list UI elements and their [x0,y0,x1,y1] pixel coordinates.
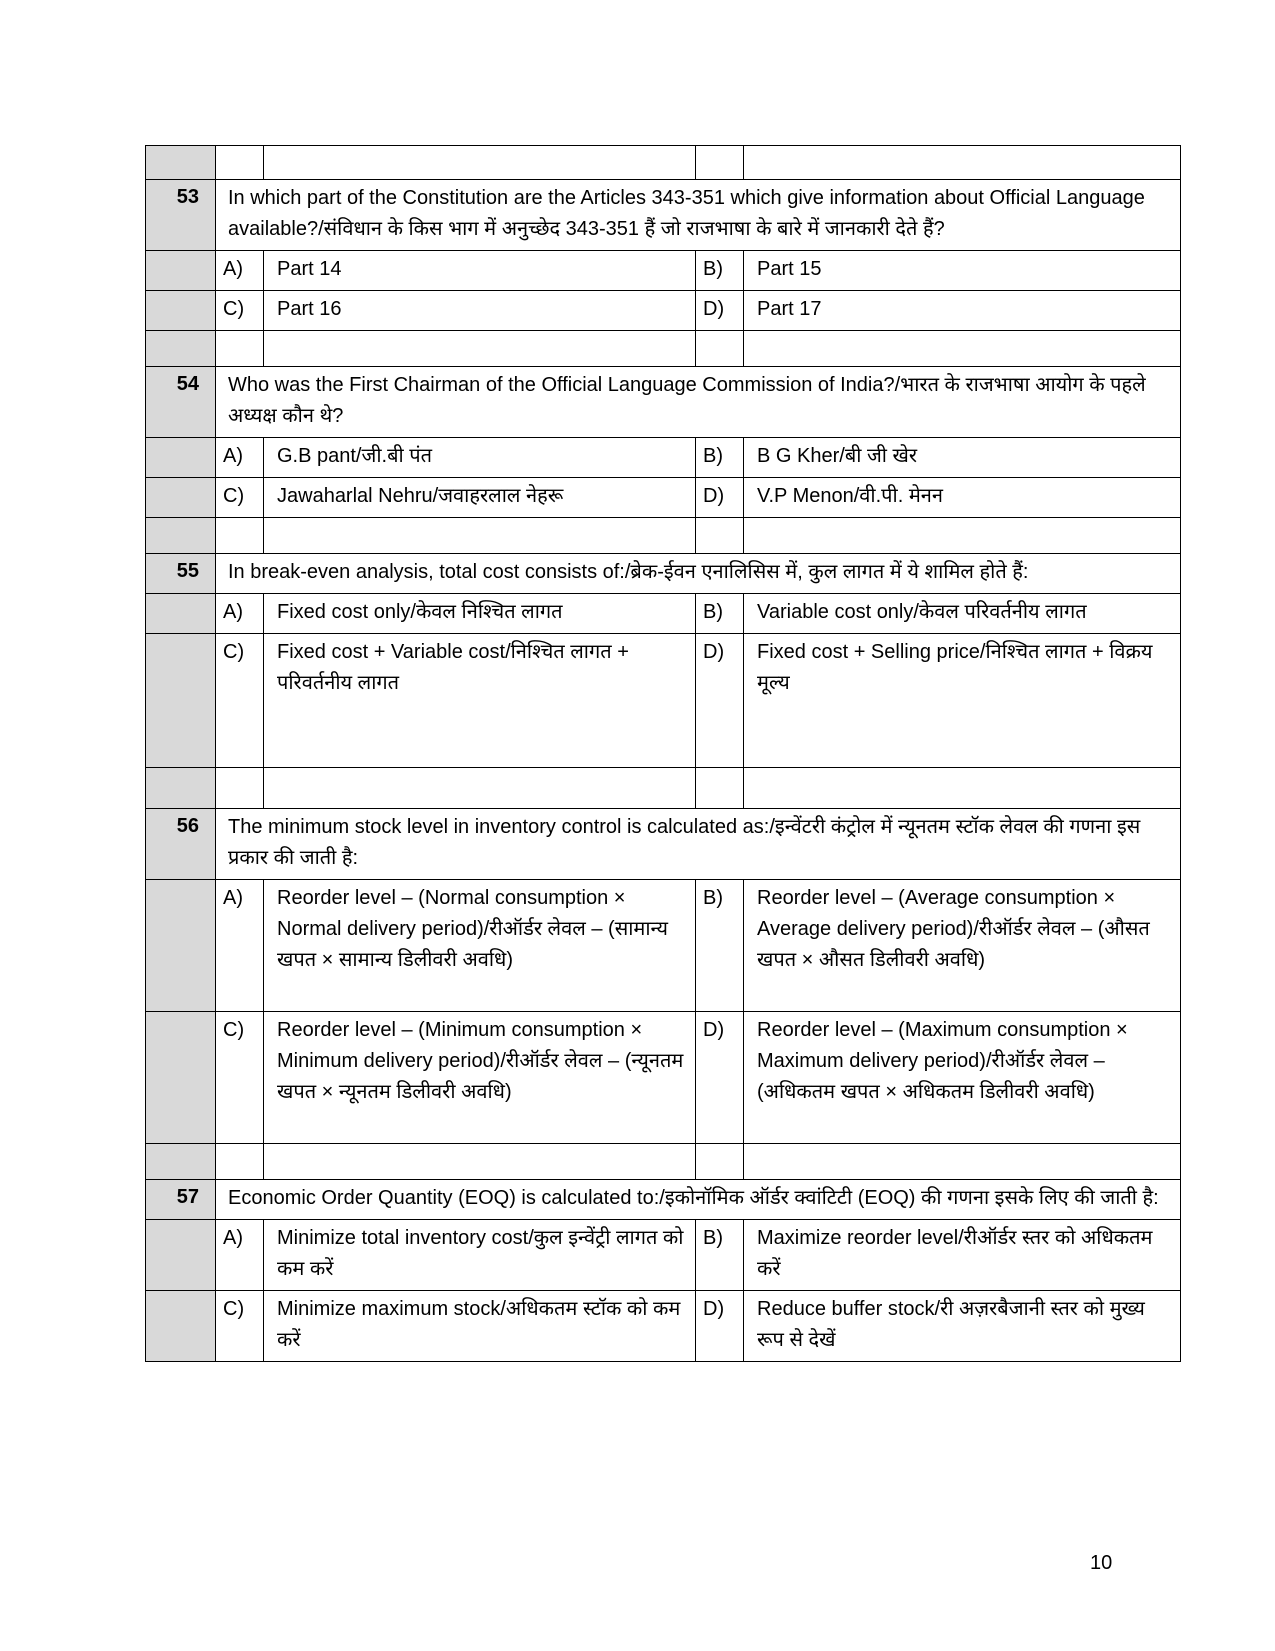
question-number: 57 [146,1180,216,1220]
option-text: Reorder level – (Normal consumption × Normal delivery period)/रीऑर्डर लेवल – (सामान्य खपत × सामान्य डिलीवरी अवधि) [264,880,696,1012]
option-text: Fixed cost only/केवल निश्चित लागत [264,594,696,634]
option-text: Part 16 [264,291,696,331]
spacer-row [146,146,1181,180]
option-label: A) [216,1220,264,1291]
option-text: Reorder level – (Maximum consumption × Maximum delivery period)/रीऑर्डर लेवल – (अधिकतम खपत × अधिकतम डिलीवरी अवधि) [744,1012,1181,1144]
option-label: A) [216,438,264,478]
spacer-row [146,1144,1181,1180]
spacer-number-cell [146,331,216,367]
option-label: A) [216,880,264,1012]
question-row [146,180,1181,251]
question-number: 54 [146,367,216,438]
spacer-row [146,331,1181,367]
option-label: D) [696,1291,744,1362]
options-row [146,478,1181,518]
spacer-number-cell [146,594,216,634]
option-text: Fixed cost + Selling price/निश्चित लागत + विक्रय मूल्य [744,634,1181,768]
option-text: Fixed cost + Variable cost/निश्चित लागत + परिवर्तनीय लागत [264,634,696,768]
question-table [145,145,1181,1362]
option-label: C) [216,1291,264,1362]
option-label: B) [696,438,744,478]
option-label: C) [216,478,264,518]
option-text: Variable cost only/केवल परिवर्तनीय लागत [744,594,1181,634]
question-text: In break-even analysis, total cost consists of:/ब्रेक-ईवन एनालिसिस में, कुल लागत में ये शामिल होते हैं: [216,554,1181,594]
question-row [146,554,1181,594]
option-text: G.B pant/जी.बी पंत [264,438,696,478]
option-text: Minimize maximum stock/अधिकतम स्टॉक को कम करें [264,1291,696,1362]
question-text: Who was the First Chairman of the Official Language Commission of India?/भारत के राजभाषा आयोग के पहले अध्यक्ष कौन थे? [216,367,1181,438]
options-row [146,291,1181,331]
spacer-number-cell [146,291,216,331]
option-label: B) [696,594,744,634]
spacer-number-cell [146,634,216,768]
option-label: B) [696,1220,744,1291]
options-row [146,1291,1181,1362]
spacer-number-cell [146,251,216,291]
spacer-row [146,768,1181,809]
option-text: Reduce buffer stock/री अज़रबैजानी स्तर को मुख्य रूप से देखें [744,1291,1181,1362]
option-label: D) [696,634,744,768]
question-number: 53 [146,180,216,251]
option-text: Reorder level – (Minimum consumption × Minimum delivery period)/रीऑर्डर लेवल – (न्यूनतम खपत × न्यूनतम डिलीवरी अवधि) [264,1012,696,1144]
spacer-number-cell [146,1144,216,1180]
option-label: C) [216,1012,264,1144]
option-text: Minimize total inventory cost/कुल इन्वेंट्री लागत को कम करें [264,1220,696,1291]
option-text: Part 14 [264,251,696,291]
option-label: B) [696,251,744,291]
spacer-number-cell [146,518,216,554]
spacer-number-cell [146,880,216,1012]
question-row [146,1180,1181,1220]
spacer-number-cell [146,768,216,809]
spacer-number-cell [146,1220,216,1291]
question-text: The minimum stock level in inventory control is calculated as:/इन्वेंटरी कंट्रोल में न्यूनतम स्टॉक लेवल की गणना इस प्रकार की जाती है: [216,809,1181,880]
question-number: 55 [146,554,216,594]
question-row [146,809,1181,880]
question-number: 56 [146,809,216,880]
page-number: 10 [1090,1552,1113,1574]
options-row [146,251,1181,291]
option-label: D) [696,291,744,331]
spacer-number-cell [146,1012,216,1144]
question-text: Economic Order Quantity (EOQ) is calculated to:/इकोनॉमिक ऑर्डर क्वांटिटी (EOQ) की गणना इसके लिए की जाती है: [216,1180,1181,1220]
options-row [146,594,1181,634]
question-text: In which part of the Constitution are the Articles 343-351 which give information about Official Language available?/संविधान के किस भाग में अनुच्छेद 343-351 हैं जो राजभाषा के बारे में जानकारी देते हैं? [216,180,1181,251]
option-text: Jawaharlal Nehru/जवाहरलाल नेहरू [264,478,696,518]
option-text: Maximize reorder level/रीऑर्डर स्तर को अधिकतम करें [744,1220,1181,1291]
option-text: V.P Menon/वी.पी. मेनन [744,478,1181,518]
option-label: B) [696,880,744,1012]
option-text: Part 15 [744,251,1181,291]
spacer-number-cell [146,478,216,518]
option-label: D) [696,478,744,518]
options-row [146,438,1181,478]
option-text: B G Kher/बी जी खेर [744,438,1181,478]
question-row [146,367,1181,438]
options-row [146,880,1181,1012]
spacer-row [146,518,1181,554]
spacer-number-cell [146,146,216,180]
options-row [146,1220,1181,1291]
option-label: C) [216,634,264,768]
option-text: Part 17 [744,291,1181,331]
option-text: Reorder level – (Average consumption × Average delivery period)/रीऑर्डर लेवल – (औसत खपत × औसत डिलीवरी अवधि) [744,880,1181,1012]
option-label: D) [696,1012,744,1144]
spacer-number-cell [146,1291,216,1362]
option-label: A) [216,594,264,634]
option-label: A) [216,251,264,291]
options-row [146,634,1181,768]
option-label: C) [216,291,264,331]
spacer-number-cell [146,438,216,478]
options-row [146,1012,1181,1144]
